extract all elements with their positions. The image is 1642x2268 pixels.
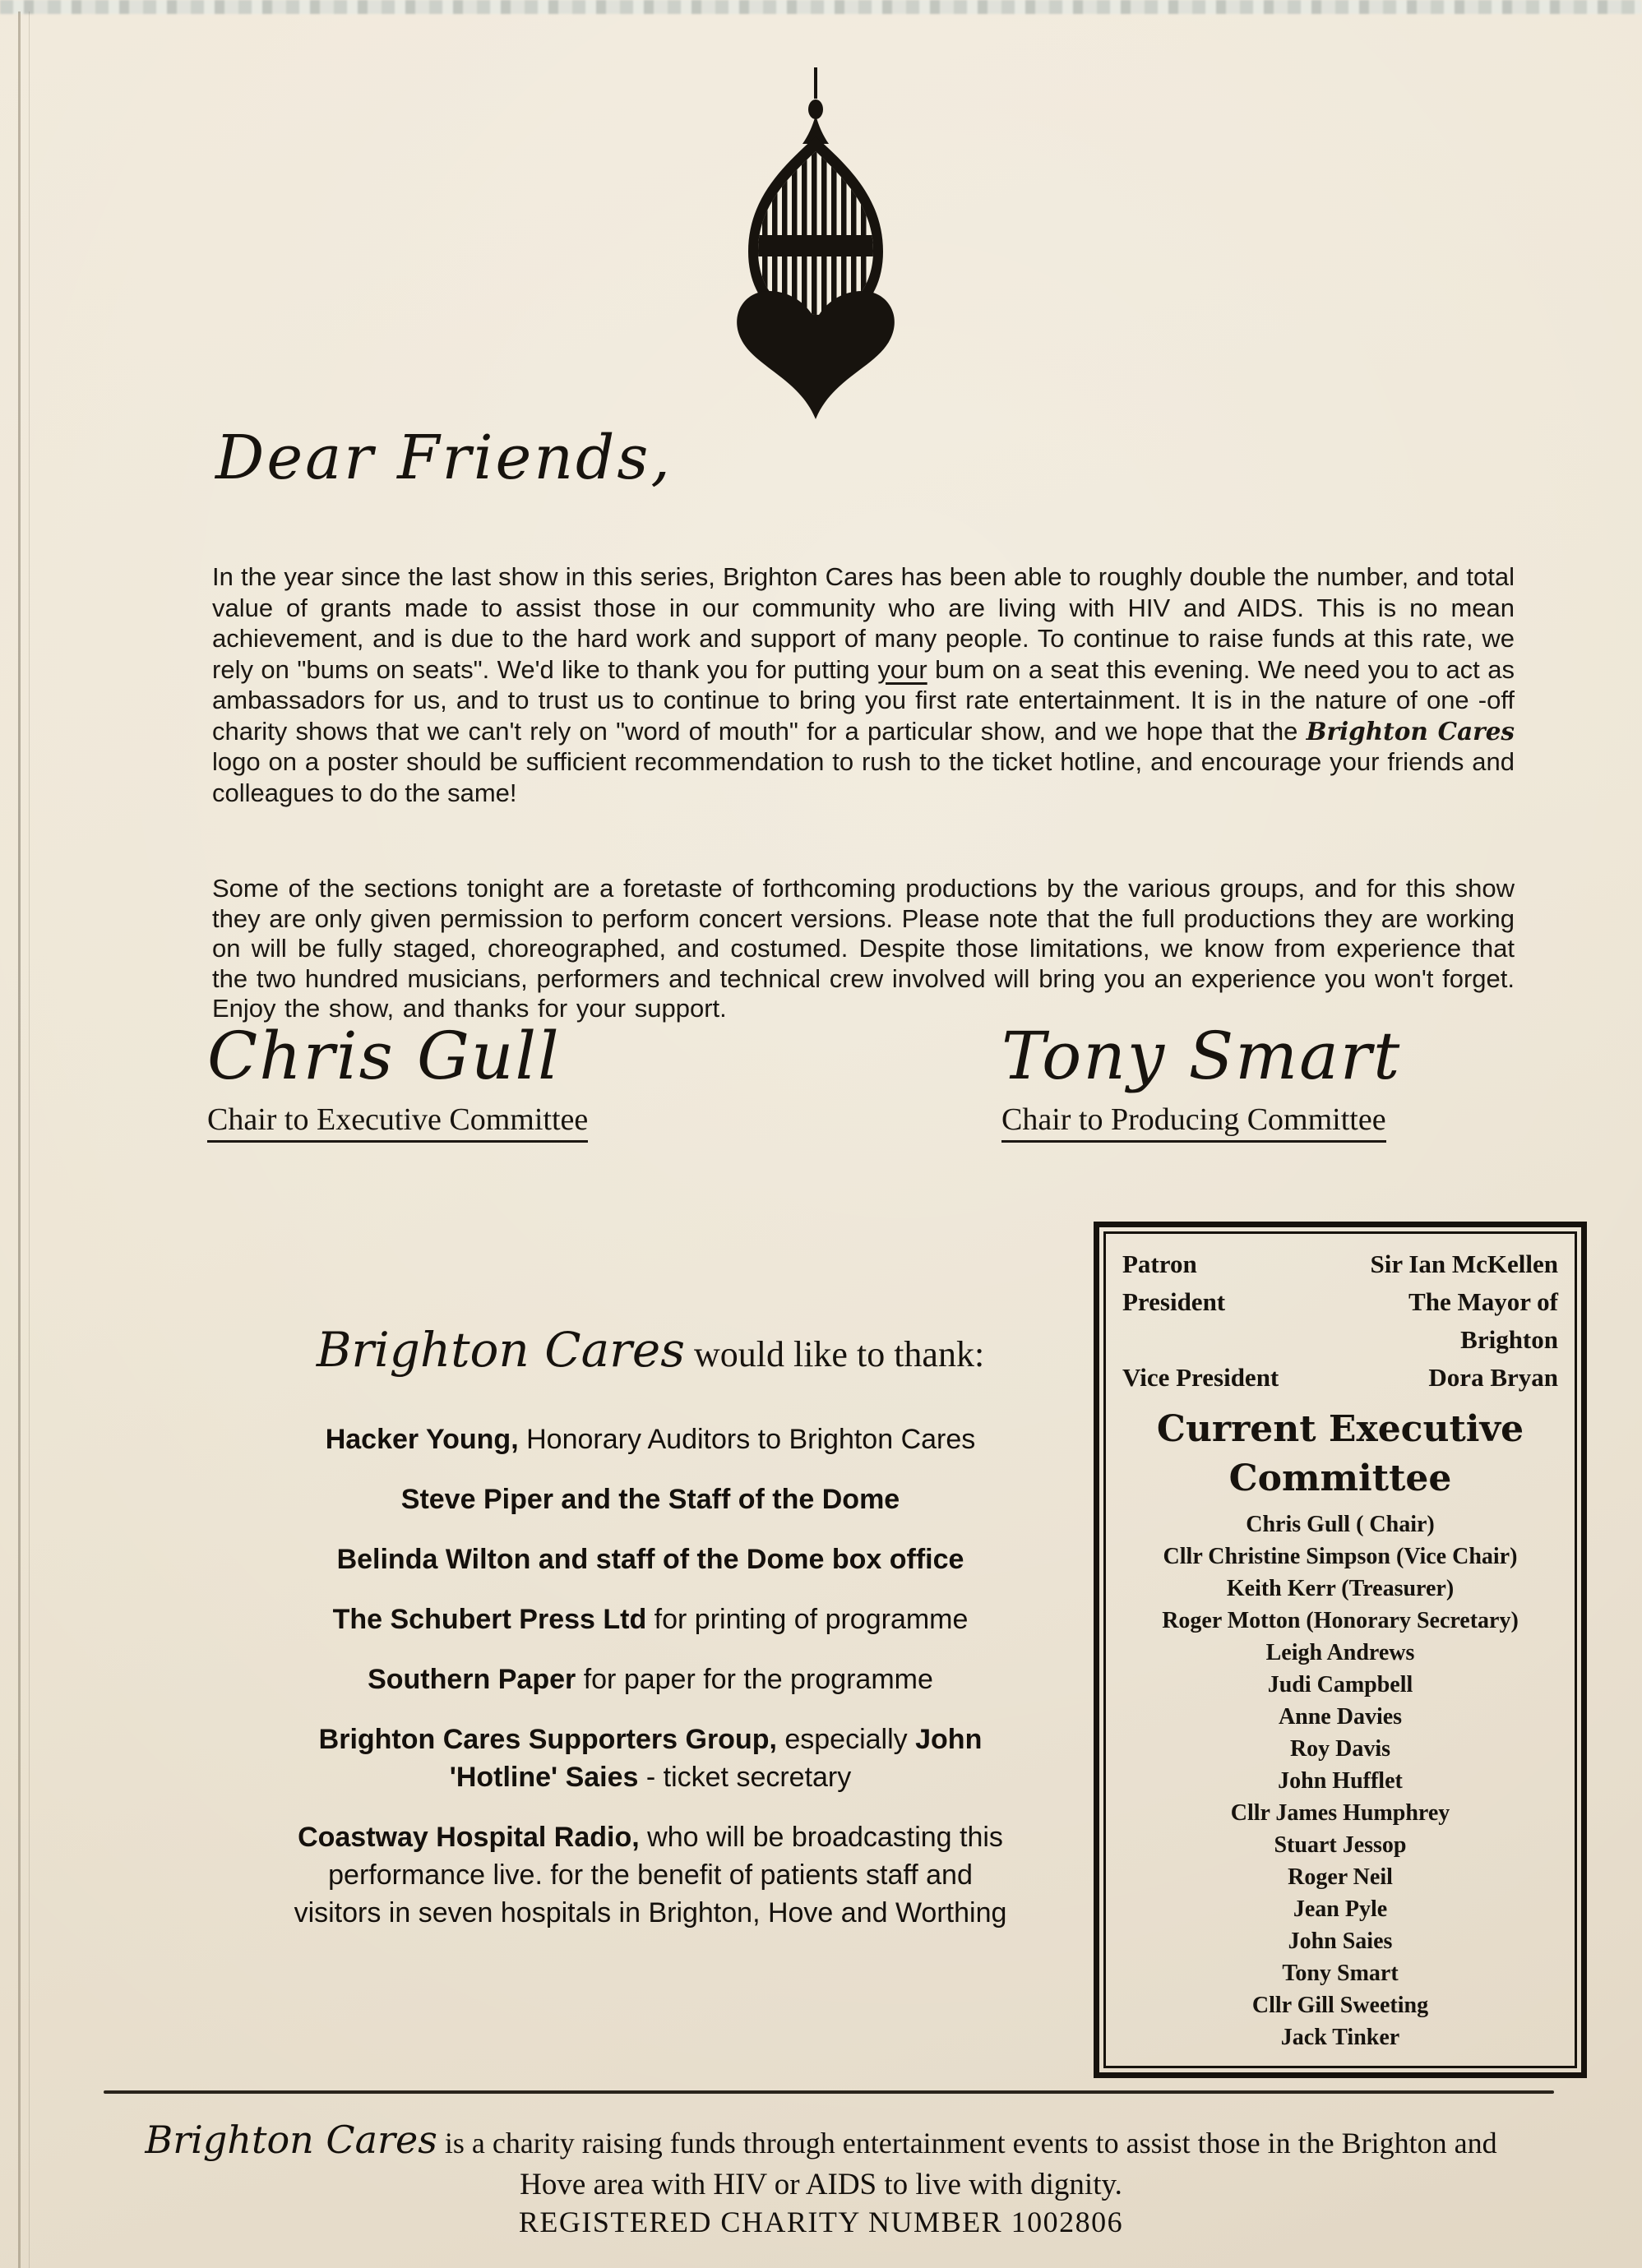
- signature-chris-gull: Chris Gull: [207, 1018, 561, 1094]
- footer-charity-number: REGISTERED CHARITY NUMBER 1002806: [518, 2206, 1124, 2238]
- pavilion-dome-heart-logo: [721, 67, 910, 421]
- officer-row: [1122, 1283, 1558, 1359]
- thanks-item: Brighton Cares Supporters Group, especially John 'Hotline' Saies - ticket secretary: [318, 1724, 983, 1793]
- signature-title-producing: Chair to Producing Committee: [1001, 1102, 1386, 1138]
- officer-value: Dora Bryan: [1428, 1363, 1558, 1392]
- officer-label: Patron: [1122, 1249, 1197, 1278]
- officer-row: [1122, 1359, 1558, 1397]
- committee-member: John Hufflet: [1278, 1768, 1403, 1794]
- committee-heading-line2: Committee: [1228, 1457, 1452, 1499]
- thanks-heading: [204, 1322, 1097, 1378]
- footer-line-2: Hove area with HIV or AIDS to live with dignity.: [520, 2168, 1122, 2201]
- committee-member: Keith Kerr (Treasurer): [1226, 1576, 1455, 1601]
- committee-member: Cllr James Humphrey: [1230, 1800, 1450, 1826]
- thanks-item: Southern Paper for paper for the programme: [368, 1664, 933, 1695]
- committee-member: John Saies: [1288, 1928, 1393, 1954]
- footer-line-1-rest: is a charity raising funds through entertainment events to assist those in the Brighton and: [437, 2127, 1497, 2159]
- officer-value: Sir Ian McKellen: [1370, 1249, 1558, 1278]
- committee-member: Jack Tinker: [1280, 2025, 1400, 2050]
- committee-member: Leigh Andrews: [1265, 1640, 1415, 1665]
- letter-paragraph-1: In the year since the last show in this series, Brighton Cares has been able to roughly double the number, and total value of grants made to assist those in our community who are living with HIV and AIDS. This is no mean achievement, and is due to the hard work and support of many people. To continue to raise funds at this rate, we rely on "bums on seats". We'd like to thank you for putting your bum on a seat this evening. We need you to act as ambassadors for us, and to trust us to continue to bring you first rate entertainment. It is in the nature of one -off charity shows that we can't rely on "word of mouth" for a particular show, and we hope that the Brighton Cares logo on a poster should be sufficient recommendation to rush to the ticket hotline, and encourage your friends and colleagues to do the same!: [212, 562, 1515, 807]
- committee-member: Stuart Jessop: [1274, 1832, 1407, 1858]
- committee-member: Jean Pyle: [1293, 1896, 1388, 1922]
- committee-heading-line1: Current Executive: [1156, 1408, 1524, 1450]
- thanks-item: Coastway Hospital Radio, who will be broadcasting this performance live. for the benefit of patients staff and visitors in seven hospitals in Brighton, Hove and Worthing: [294, 1822, 1007, 1928]
- committee-members-list: [1122, 1508, 1558, 2053]
- letter-paragraph-2: Some of the sections tonight are a foretaste of forthcoming productions by the various groups, and for this show they are only given permission to perform concert versions. Please note that the full productions they are working on will be fully staged, choreographed, and costumed. Despite those limitations, we know from experience that the two hundred musicians, performers and technical crew involved will bring you an experience you won't forget. Enjoy the show, and thanks for your support.: [212, 874, 1515, 1023]
- salutation: Dear Friends,: [215, 423, 673, 493]
- footer-divider: [104, 2090, 1554, 2094]
- thanks-item: Belinda Wilton and staff of the Dome box office: [336, 1544, 964, 1575]
- scan-left-edge: [18, 12, 21, 2268]
- thanks-heading-rest: would like to thank:: [684, 1334, 985, 1374]
- committee-box: [1094, 1222, 1587, 2078]
- thanks-list: [204, 1420, 1097, 1932]
- committee-member: Roger Neil: [1288, 1864, 1393, 1890]
- officers-list: [1122, 1245, 1558, 1397]
- signature-title-executive: Chair to Executive Committee: [207, 1102, 588, 1138]
- thanks-section: [204, 1322, 1097, 1954]
- officer-label: President: [1122, 1287, 1226, 1316]
- officer-value: The Mayor of Brighton: [1408, 1287, 1558, 1354]
- committee-member: Anne Davies: [1278, 1704, 1403, 1730]
- scan-top-edge: [0, 0, 1642, 14]
- scan-left-edge-2: [29, 12, 30, 2268]
- committee-box-inner: [1103, 1231, 1577, 2068]
- brighton-cares-script: Brighton Cares: [316, 1322, 685, 1378]
- committee-member: Cllr Christine Simpson (Vice Chair): [1163, 1544, 1518, 1569]
- committee-member: Chris Gull ( Chair): [1246, 1512, 1435, 1537]
- officer-row: [1122, 1245, 1558, 1283]
- thanks-item: The Schubert Press Ltd for printing of programme: [332, 1604, 969, 1635]
- signature-tony-smart: Tony Smart: [1001, 1018, 1402, 1094]
- committee-member: Judi Campbell: [1267, 1672, 1413, 1698]
- committee-member: Cllr Gill Sweeting: [1251, 1993, 1429, 2018]
- committee-heading: [1122, 1405, 1558, 1504]
- officer-label: Vice President: [1122, 1363, 1279, 1392]
- committee-member: Roy Davis: [1289, 1736, 1391, 1762]
- committee-member: Roger Motton (Honorary Secretary): [1162, 1608, 1519, 1633]
- committee-member: Tony Smart: [1282, 1961, 1399, 1986]
- footer-line-1: [99, 2118, 1543, 2162]
- thanks-item: Steve Piper and the Staff of the Dome: [400, 1484, 900, 1515]
- thanks-item: Hacker Young, Honorary Auditors to Brighton Cares: [325, 1424, 976, 1455]
- footer-brand-script: Brighton Cares: [145, 2118, 437, 2162]
